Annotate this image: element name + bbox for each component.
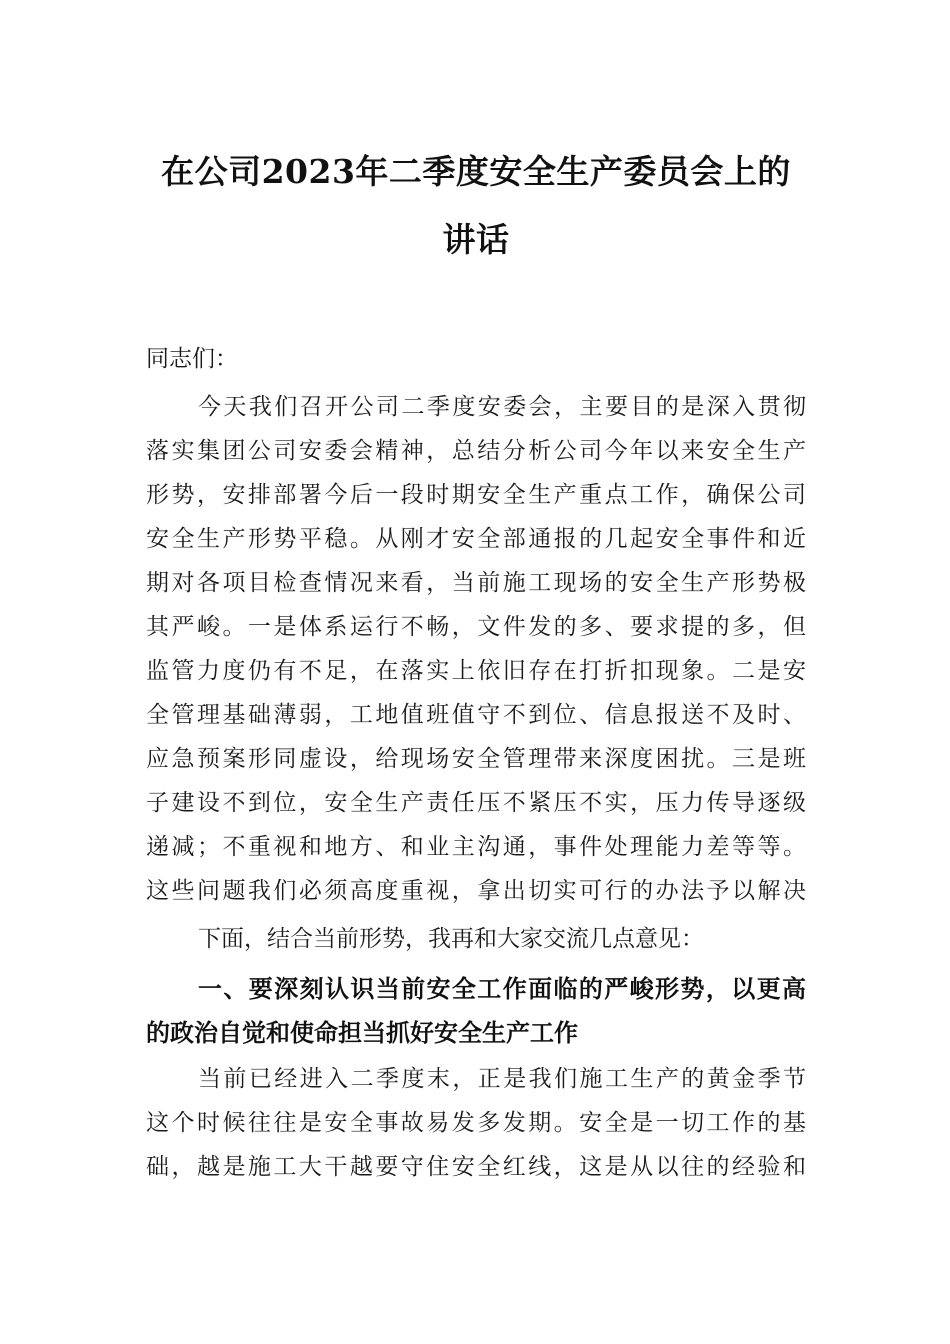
document-title-line-1: 在公司2023年二季度安全生产委员会上的: [161, 152, 791, 191]
body-line: 下面，结合当前形势，我再和大家交流几点意见：: [198, 926, 704, 952]
body-line: 当前已经进入二季度末，正是我们施工生产的黄金季节: [198, 1066, 806, 1092]
section-heading: 一、要深刻认识当前安全工作面临的严峻形势，以更高: [198, 975, 806, 1003]
body-line: 这些问题我们必须高度重视，拿出切实可行的办法予以解决: [146, 878, 806, 904]
body-line: 递减；不重视和地方、和业主沟通，事件处理能力差等等。: [146, 834, 806, 860]
document-title-line-2: 讲话: [442, 220, 510, 259]
body-line: 今天我们召开公司二季度安委会，主要目的是深入贯彻: [198, 394, 806, 420]
body-line: 安全生产形势平稳。从刚才安全部通报的几起安全事件和近: [146, 526, 806, 552]
body-line: 这个时候往往是安全事故易发多发期。安全是一切工作的基: [146, 1110, 806, 1136]
body-line: 落实集团公司安委会精神，总结分析公司今年以来安全生产: [146, 438, 806, 464]
body-line: 础，越是施工大干越要守住安全红线，这是从以往的经验和: [146, 1154, 806, 1180]
body-line: 全管理基础薄弱，工地值班值守不到位、信息报送不及时、: [146, 702, 806, 728]
body-line: 子建设不到位，安全生产责任压不紧压不实，压力传导逐级: [146, 790, 806, 816]
body-line: 监管力度仍有不足，在落实上依旧存在打折扣现象。二是安: [146, 658, 806, 684]
body-line: 应急预案形同虚设，给现场安全管理带来深度困扰。三是班: [146, 746, 806, 772]
section-heading: 的政治自觉和使命担当抓好安全生产工作: [146, 1019, 578, 1047]
salutation: 同志们：: [146, 346, 238, 372]
body-line: 期对各项目检查情况来看，当前施工现场的安全生产形势极: [146, 570, 806, 596]
body-line: 形势，安排部署今后一段时期安全生产重点工作，确保公司: [146, 482, 806, 508]
body-line: 其严峻。一是体系运行不畅，文件发的多、要求提的多，但: [146, 614, 806, 640]
